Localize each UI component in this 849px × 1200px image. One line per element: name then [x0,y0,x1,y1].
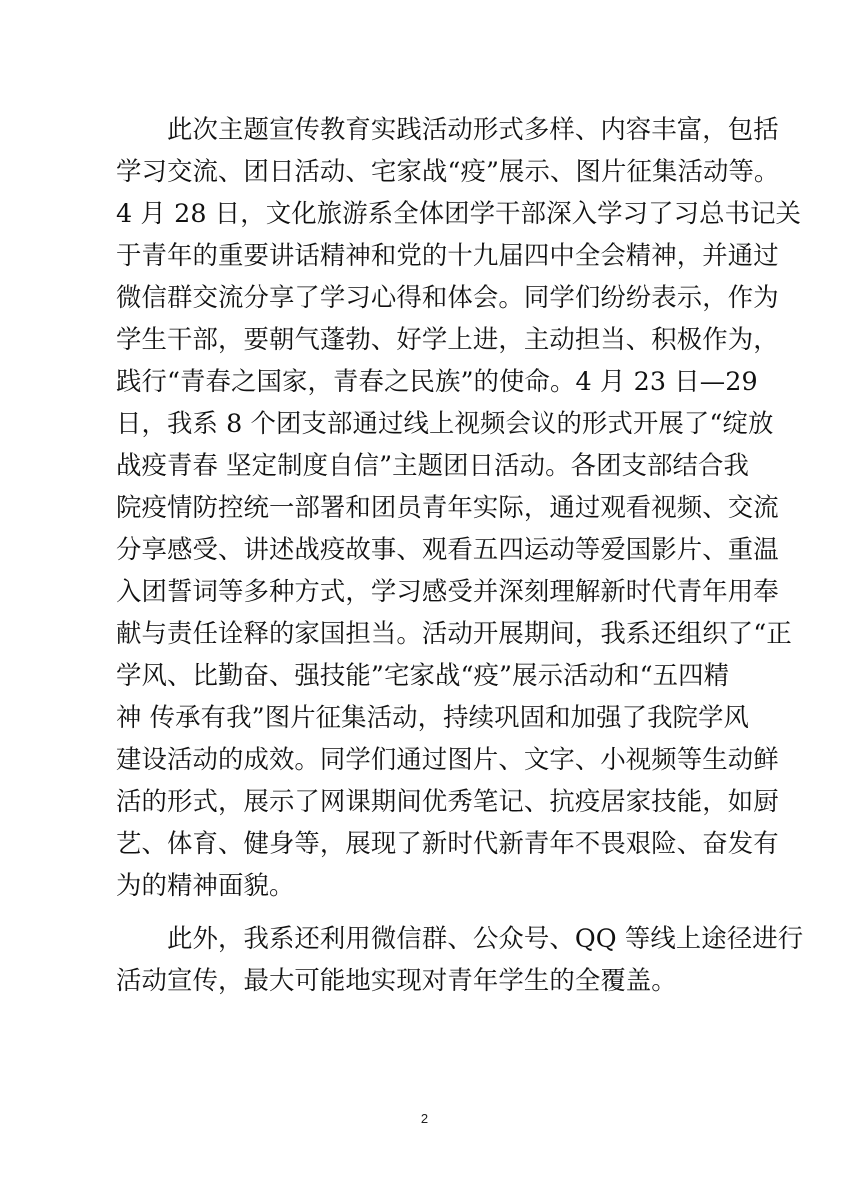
text-line: 入团誓词等多种方式，学习感受并深刻理解新时代青年用奉 [116,576,779,606]
text-line: 于青年的重要讲话精神和党的十九届四中全会精神，并通过 [116,240,779,270]
text-line: 艺、体育、健身等，展现了新时代新青年不畏艰险、奋发有 [116,828,779,858]
text-line: 微信群交流分享了学习心得和体会。同学们纷纷表示，作为 [116,282,779,312]
text-line: 活动宣传，最大可能地实现对青年学生的全覆盖。 [116,965,677,995]
text-line: 学生干部，要朝气蓬勃、好学上进，主动担当、积极作为， [116,324,779,354]
text-line: 此外，我系还利用微信群、公众号、QQ 等线上途径进行 [116,923,804,953]
text-line: 活的形式，展示了网课期间优秀笔记、抗疫居家技能，如厨 [116,786,779,816]
text-line: 4 月 28 日，文化旅游系全体团学干部深入学习了习总书记关 [116,198,802,228]
text-line: 学风、比勤奋、强技能”宅家战“疫”展示活动和“五四精 [116,660,730,690]
text-line: 院疫情防控统一部署和团员青年实际，通过观看视频、交流 [116,492,779,522]
text-line: 为的精神面貌。 [116,870,295,900]
text-line: 此次主题宣传教育实践活动形式多样、内容丰富，包括 [116,114,779,144]
text-line: 学习交流、团日活动、宅家战“疫”展示、图片征集活动等。 [116,156,780,186]
text-line: 日，我系 8 个团支部通过线上视频会议的形式开展了“绽放 [116,408,774,438]
text-line: 建设活动的成效。同学们通过图片、文字、小视频等生动鲜 [116,744,779,774]
text-line: 献与责任诠释的家国担当。活动开展期间，我系还组织了“正 [116,618,792,648]
page-number: 2 [420,1111,429,1126]
text-line: 神 传承有我”图片征集活动，持续巩固和加强了我院学风 [116,702,750,732]
text-line: 战疫青春 坚定制度自信”主题团日活动。各团支部结合我 [116,450,750,480]
text-line: 践行“青春之国家，青春之民族”的使命。4 月 23 日—29 [116,366,758,396]
text-line: 分享感受、讲述战疫故事、观看五四运动等爱国影片、重温 [116,534,779,564]
